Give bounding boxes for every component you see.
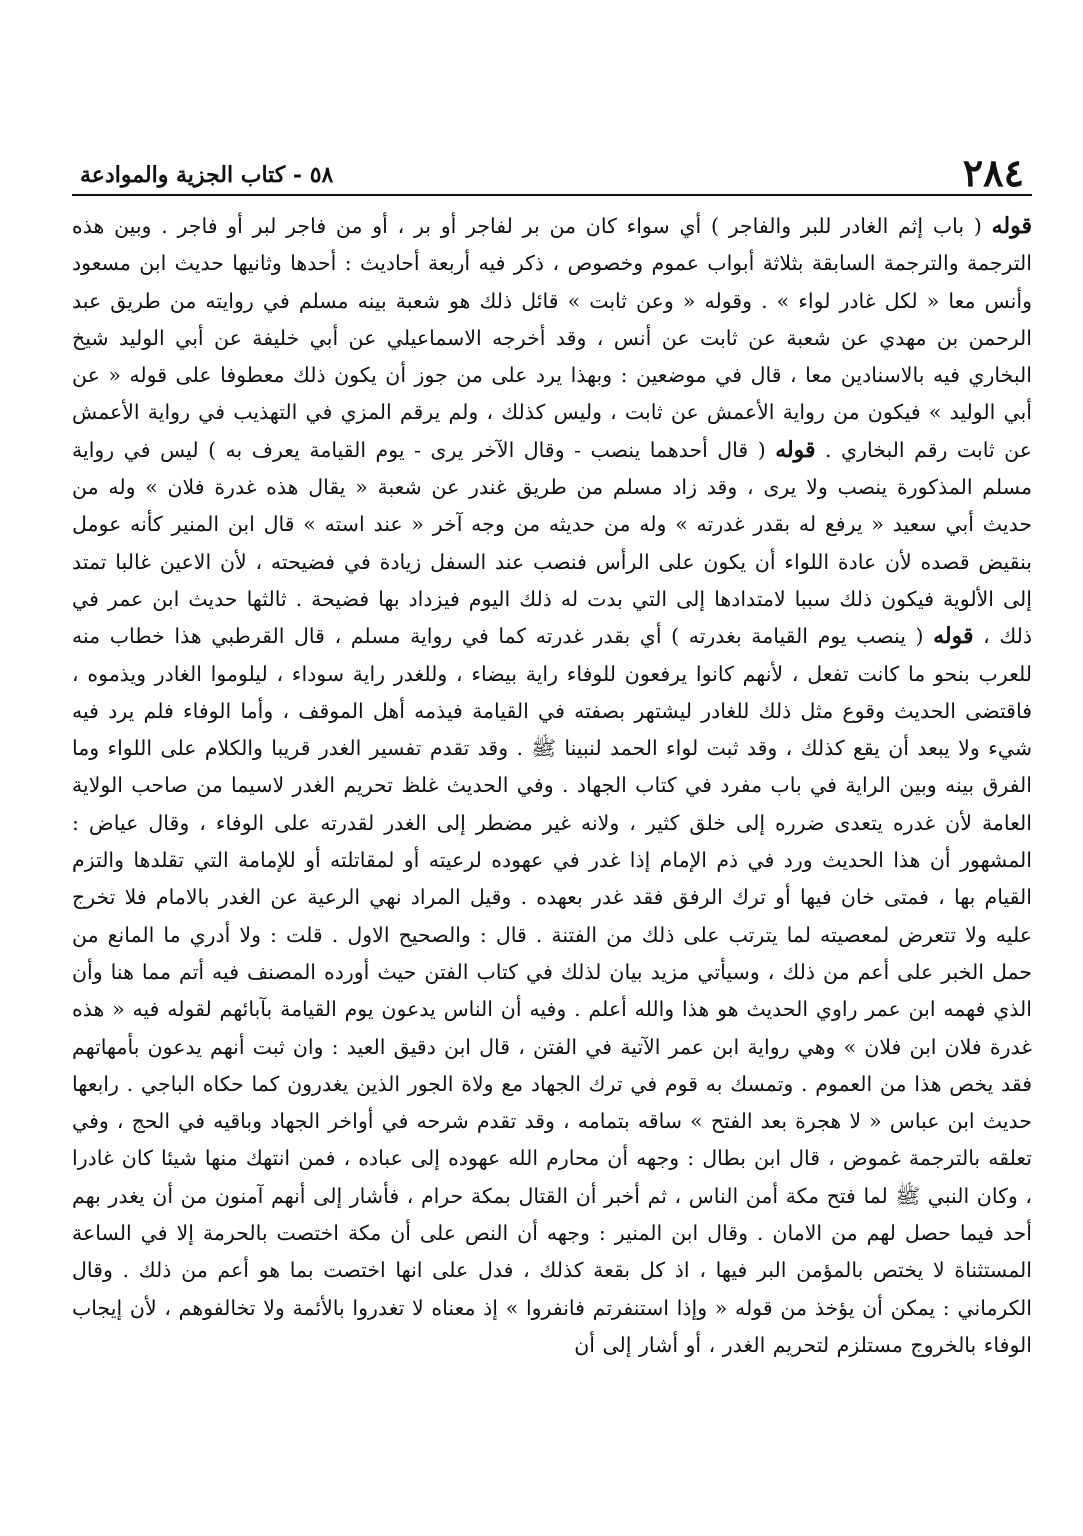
commentary-paragraph: [72, 208, 1032, 1364]
page-number: ٢٨٤: [962, 150, 1024, 195]
qawluhu-marker: قوله: [775, 436, 816, 463]
qawluhu-marker: قوله: [991, 213, 1032, 239]
chapter-title: ٥٨ - كتاب الجزية والموادعة: [80, 162, 334, 188]
commentary-text: ( ينصب يوم القيامة بغدرته ) أي بقدر غدرته كما في رواية مسلم ، قال القرطبي هذا خطاب منه للعرب بنحو ما كانت تفعل ، لأنهم كانوا يرفعون للوفاء راية بيضاء ، وللغدر راية سوداء ، ليلوموا الغادر ويذموه ، فاقتضى الحديث وقوع مثل ذلك للغادر ليشتهر بصفته في القيامة فيذمه أهل الموقف ، وأما الوفاء فلم يرد فيه شيء ولا يبعد أن يقع كذلك ، وقد ثبت لواء الحمد لنبينا ﷺ . وقد تقدم تفسير الغدر قريبا والكلام على اللواء وما الفرق بينه وبين الراية في باب مفرد في كتاب الجهاد . وفي الحديث غلظ تحريم الغدر لاسيما من صاحب الولاية العامة لأن غدره يتعدى ضرره إلى خلق كثير ، ولانه غير مضطر إلى الغدر لقدرته على الوفاء ، وقال عياض : المشهور أن هذا الحديث ورد في ذم الإمام إذا غدر في عهوده لرعيته أو لمقاتلته أو للإمامة التي تقلدها والتزم القيام بها ، فمتى خان فيها أو ترك الرفق فقد غدر بعهده . وقيل المراد نهي الرعية عن الغدر بالامام فلا تخرج عليه ولا تتعرض لمعصيته لما يترتب على ذلك من الفتنة . قال : والصحيح الاول . قلت : ولا أدري ما المانع من حمل الخبر على أعم من ذلك ، وسيأتي مزيد بيان لذلك في كتاب الفتن حيث أورده المصنف فيه أتم مما هنا وأن الذي فهمه ابن عمر راوي الحديث هو هذا والله أعلم . وفيه أن الناس يدعون يوم القيامة بآبائهم لقوله فيه « هذه غدرة فلان ابن فلان » وهي رواية ابن عمر الآتية في الفتن ، قال ابن دقيق العيد : وان ثبت أنهم يدعون بأمهاتهم فقد يخص هذا من العموم . وتمسك به قوم في ترك الجهاد مع ولاة الجور الذين يغدرون كما حكاه الباجي . رابعها حديث ابن عباس « لا هجرة بعد الفتح » ساقه بتمامه ، وقد تقدم شرحه في أواخر الجهاد وباقيه في الحج ، وفي تعلقه بالترجمة غموض ، قال ابن بطال : وجهه أن محارم الله عهوده إلى عباده ، فمن انتهك منها شيئا كان غادرا ، وكان النبي ﷺ لما فتح مكة أمن الناس ، ثم أخبر أن القتال بمكة حرام ، فأشار إلى أنهم آمنون من أن يغدر بهم أحد فيما حصل لهم من الامان . وقال ابن المنير : وجهه أن النص على أن مكة اختصت بالحرمة إلا في الساعة المستثناة لا يختص بالمؤمن البر فيها ، اذ كل بقعة كذلك ، فدل على انها اختصت بما هو أعم من ذلك . وقال الكرماني : يمكن أن يؤخذ من قوله « وإذا استنفرتم فانفروا » إذ معناه لا تغدروا بالأئمة ولا تخالفوهم ، لأن إيجاب الوفاء بالخروج مستلزم لتحريم الغدر ، أو أشار إلى أن: [72, 624, 1033, 1357]
qawluhu-marker: قوله: [933, 623, 974, 650]
commentary-text: ( باب إثم الغادر للبر والفاجر ) أي سواء كان من بر لفاجر أو بر ، أو من فاجر لبر أو فاجر . وبين هذه الترجمة والترجمة السابقة بثلاثة أبواب عموم وخصوص ، ذكر فيه أربعة أحاديث : أحدها وثانيها حديث ابن مسعود وأنس معا « لكل غادر لواء » . وقوله « وعن ثابت » قائل ذلك هو شعبة بينه مسلم في روايته من طريق عبد الرحمن بن مهدي عن شعبة عن ثابت عن أنس ، وقد أخرجه الاسماعيلي عن أبي خليفة عن أبي الوليد شيخ البخاري فيه بالاسنادين معا ، قال في موضعين : وبهذا يرد على من جوز أن يكون ذلك معطوفا على قوله « عن أبي الوليد » فيكون من رواية الأعمش عن ثابت ، وليس كذلك ، ولم يرقم المزي في التهذيب في رواية الأعمش عن ثابت رقم البخاري .: [72, 214, 1032, 462]
commentary-body: [72, 208, 1032, 1364]
commentary-text: ( قال أحدهما ينصب - وقال الآخر يرى - يوم القيامة يعرف به ) ليس في رواية مسلم المذكورة ينصب ولا يرى ، وقد زاد مسلم من طريق غندر عن شعبة « يقال هذه غدرة فلان » وله من حديث أبي سعيد « يرفع له بقدر غدرته » وله من حديثه من وجه آخر « عند استه » قال ابن المنير كأنه عومل بنقيض قصده لأن عادة اللواء أن يكون على الرأس فنصب عند السفل زيادة في فضيحته ، لأن الاعين غالبا تمتد إلى الألوية فيكون ذلك سببا لامتدادها إلى التي بدت له ذلك اليوم فيزداد بها فضيحة . ثالثها حديث ابن عمر في ذلك ،: [72, 437, 1032, 649]
document-page: [72, 150, 1032, 1510]
running-header: [72, 150, 1032, 196]
